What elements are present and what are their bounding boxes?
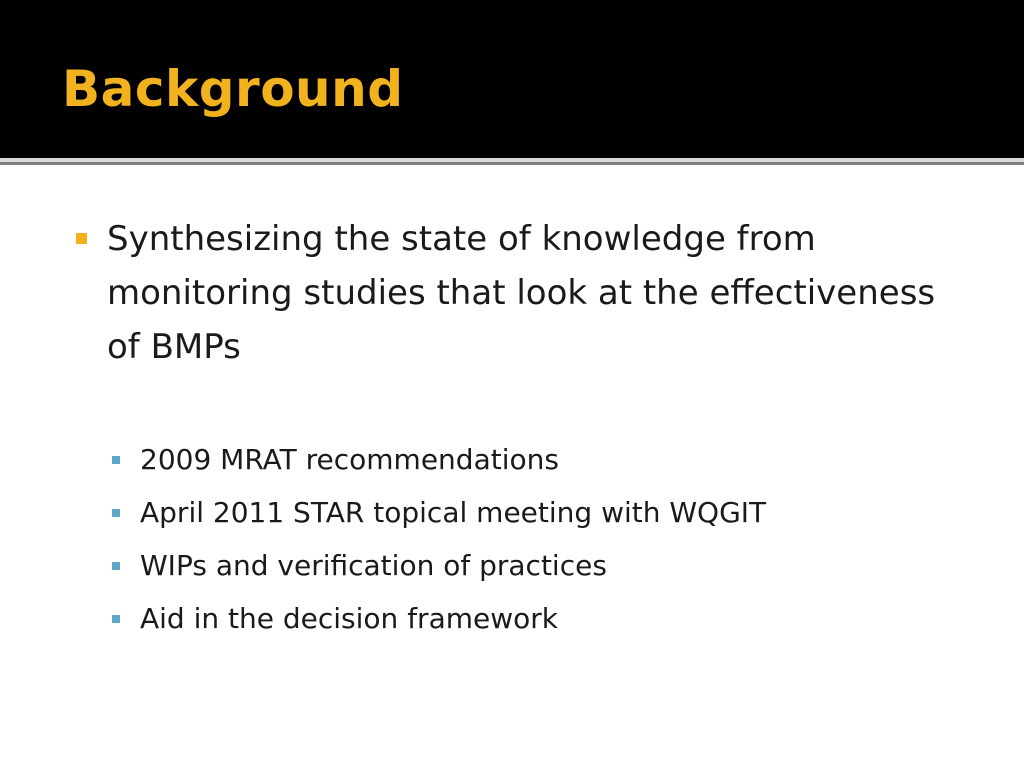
sub-bullet-square-icon [112, 615, 120, 623]
sub-bullet-square-icon [112, 509, 120, 517]
main-bullet-text: Synthesizing the state of knowledge from monitoring studies that look at the effectiveness of BMPs [107, 219, 936, 367]
sub-bullet-square-icon [112, 562, 120, 570]
sub-bullet-square-icon [112, 456, 120, 464]
sub-bullet-text: 2009 MRAT recommendations [140, 443, 559, 476]
sub-bullet-text: WIPs and verification of practices [140, 549, 607, 582]
main-bullet-square-icon [76, 233, 87, 244]
sub-bullet-text: April 2011 STAR topical meeting with WQGIT [140, 496, 767, 529]
slide-title: Background [62, 60, 404, 118]
title-divider-dark [0, 162, 1024, 165]
sub-bullet-text: Aid in the decision framework [140, 602, 558, 635]
title-bar [0, 0, 1024, 158]
